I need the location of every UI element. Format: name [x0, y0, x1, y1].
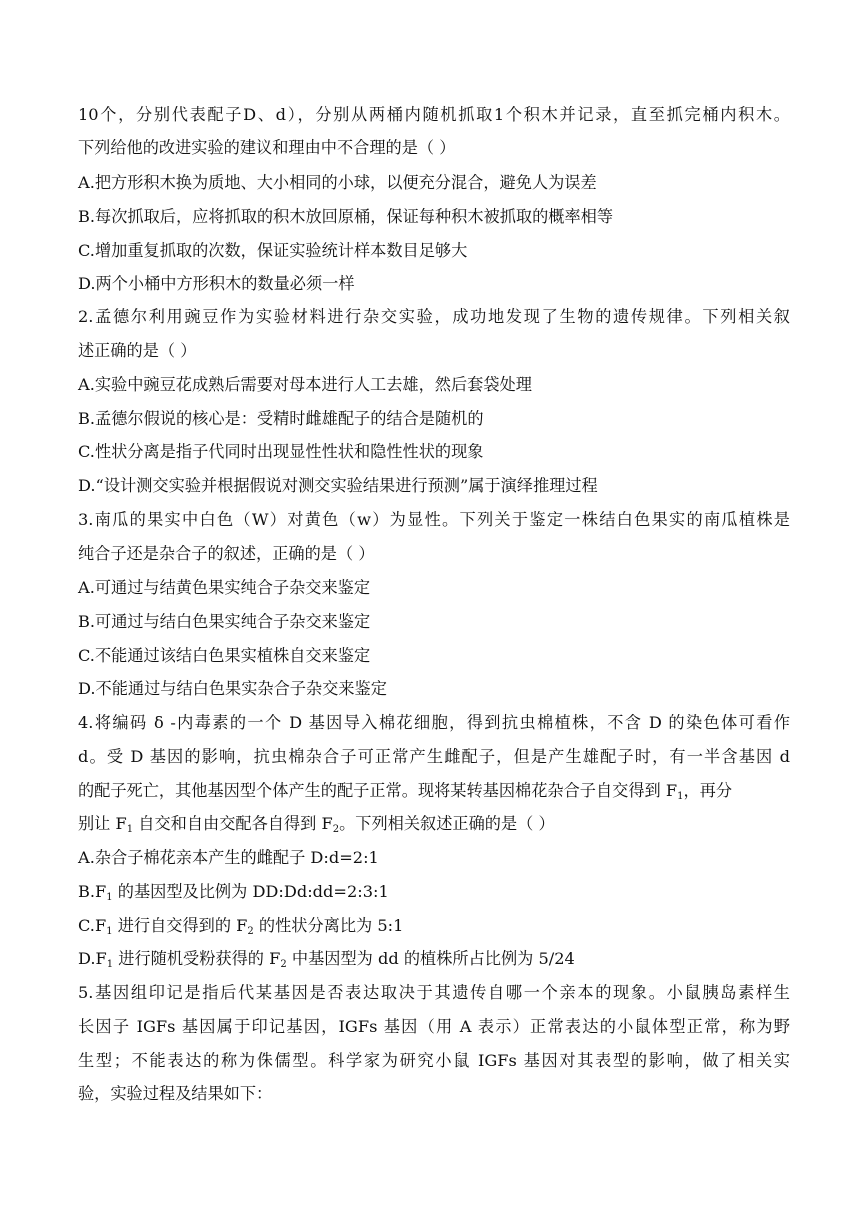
q2-stem-line-2: 述正确的是（ ）: [78, 341, 197, 360]
q4-stem-line-3: [78, 780, 790, 802]
q4-c-subscript-2: 2: [247, 926, 254, 937]
intro-line-2: 下列给他的改进实验的建议和理由中不合理的是（ ）: [78, 138, 456, 157]
q4-c-mid: 进行自交得到的 F: [112, 916, 248, 935]
q3-option-d: D.不能通过与结白色果实杂合子杂交来鉴定: [78, 679, 387, 698]
q3-option-a: A.可通过与结黄色果实纯合子杂交来鉴定: [78, 578, 371, 597]
q3-option-c: C.不能通过该结白色果实植株自交来鉴定: [78, 646, 371, 665]
q4-d-text: D.F: [78, 949, 107, 968]
q5-stem-line-3: 生型；不能表达的称为侏儒型。科学家为研究小鼠 IGFs 基因对其表型的影响，做了相关实: [78, 1051, 790, 1070]
q4-option-b: [78, 881, 790, 903]
intro-option-c: C.增加重复抓取的次数，保证实验统计样本数目足够大: [78, 241, 468, 260]
q4-l4-text: 别让 F: [78, 814, 127, 833]
q4-b-subscript: 1: [106, 892, 113, 903]
q4-option-a: A.杂合子棉花亲本产生的雌配子 D:d=2:1: [78, 848, 379, 867]
q4-b-text: B.F: [78, 882, 107, 901]
q4-l4-mid: 自交和自由交配各自得到 F: [133, 814, 333, 833]
q4-option-c: [78, 915, 790, 937]
q4-b-tail: 的基因型及比例为 DD:Dd:dd=2:3:1: [112, 882, 389, 901]
q5-stem-line-4: 验，实验过程及结果如下：: [78, 1084, 273, 1103]
intro-option-b: B.每次抓取后，应将抓取的积木放回原桶，保证每种积木被抓取的概率相等: [78, 207, 614, 226]
q2-option-b: B.孟德尔假说的核心是：受精时雌雄配子的结合是随机的: [78, 409, 484, 428]
q4-c-text: C.F: [78, 916, 107, 935]
q3-option-b: B.可通过与结白色果实纯合子杂交来鉴定: [78, 612, 371, 631]
q4-d-subscript: 1: [106, 959, 114, 970]
q3-stem-line-1: 3.南瓜的果实中白色（W）对黄色（w）为显性。下列关于鉴定一株结白色果实的南瓜植株是: [78, 510, 790, 529]
q4-stem-line-1: 4.将编码 δ -内毒素的一个 D 基因导入棉花细胞，得到抗虫棉植株，不含 D 的染色体可看作: [78, 713, 790, 732]
q4-d-mid: 进行随机受粉获得的 F: [113, 949, 281, 968]
q4-l4-subscript: 1: [126, 824, 134, 835]
q2-stem-line-1: 2.孟德尔利用豌豆作为实验材料进行杂交实验，成功地发现了生物的遗传规律。下列相关叙: [78, 307, 790, 326]
q5-stem-line-2: 长因子 IGFs 基因属于印记基因，IGFs 基因（用 A 表示）正常表达的小鼠体型正常，称为野: [78, 1017, 790, 1036]
q4-l3-subscript: 1: [677, 791, 684, 802]
q2-option-a: A.实验中豌豆花成熟后需要对母本进行人工去雄，然后套袋处理: [78, 375, 532, 394]
q4-stem-line-4: [78, 813, 790, 835]
q5-stem-line-1: 5.基因组印记是指后代某基因是否表达取决于其遗传自哪一个亲本的现象。小鼠胰岛素样生: [78, 983, 790, 1002]
q4-l3-text: 的配子死亡，其他基因型个体产生的配子正常。现将某转基因棉花杂合子自交得到 F: [78, 781, 678, 800]
q4-d-tail: 中基因型为 dd 的植株所占比例为 5/24: [286, 949, 575, 968]
intro-option-d: D.两个小桶中方形积木的数量必须一样: [78, 274, 355, 293]
q4-c-tail: 的性状分离比为 5:1: [253, 916, 404, 935]
q4-l4-tail: 。下列相关叙述正确的是（ ）: [339, 814, 555, 833]
q4-d-subscript-2: 2: [280, 959, 287, 970]
intro-option-a: A.把方形积木换为质地、大小相同的小球，以便充分混合，避免人为误差: [78, 173, 597, 192]
q4-l4-subscript-2: 2: [332, 824, 340, 835]
q2-option-d: D.“设计测交实验并根据假说对测交实验结果进行预测”属于演绎推理过程: [78, 476, 598, 495]
intro-line-1: 10个，分别代表配子D、d），分别从两桶内随机抓取1个积木并记录，直至抓完桶内积木。: [78, 105, 790, 124]
q4-c-subscript: 1: [106, 926, 113, 937]
q4-stem-line-2: d。受 D 基因的影响，抗虫棉杂合子可正常产生雌配子，但是产生雄配子时，有一半含基因 d: [78, 747, 790, 766]
q4-l3-tail: ，再分: [683, 781, 733, 800]
q3-stem-line-2: 纯合子还是杂合子的叙述，正确的是（ ）: [78, 544, 375, 563]
q4-option-d: [78, 948, 790, 970]
q2-option-c: C.性状分离是指子代同时出现显性性状和隐性性状的现象: [78, 442, 484, 461]
